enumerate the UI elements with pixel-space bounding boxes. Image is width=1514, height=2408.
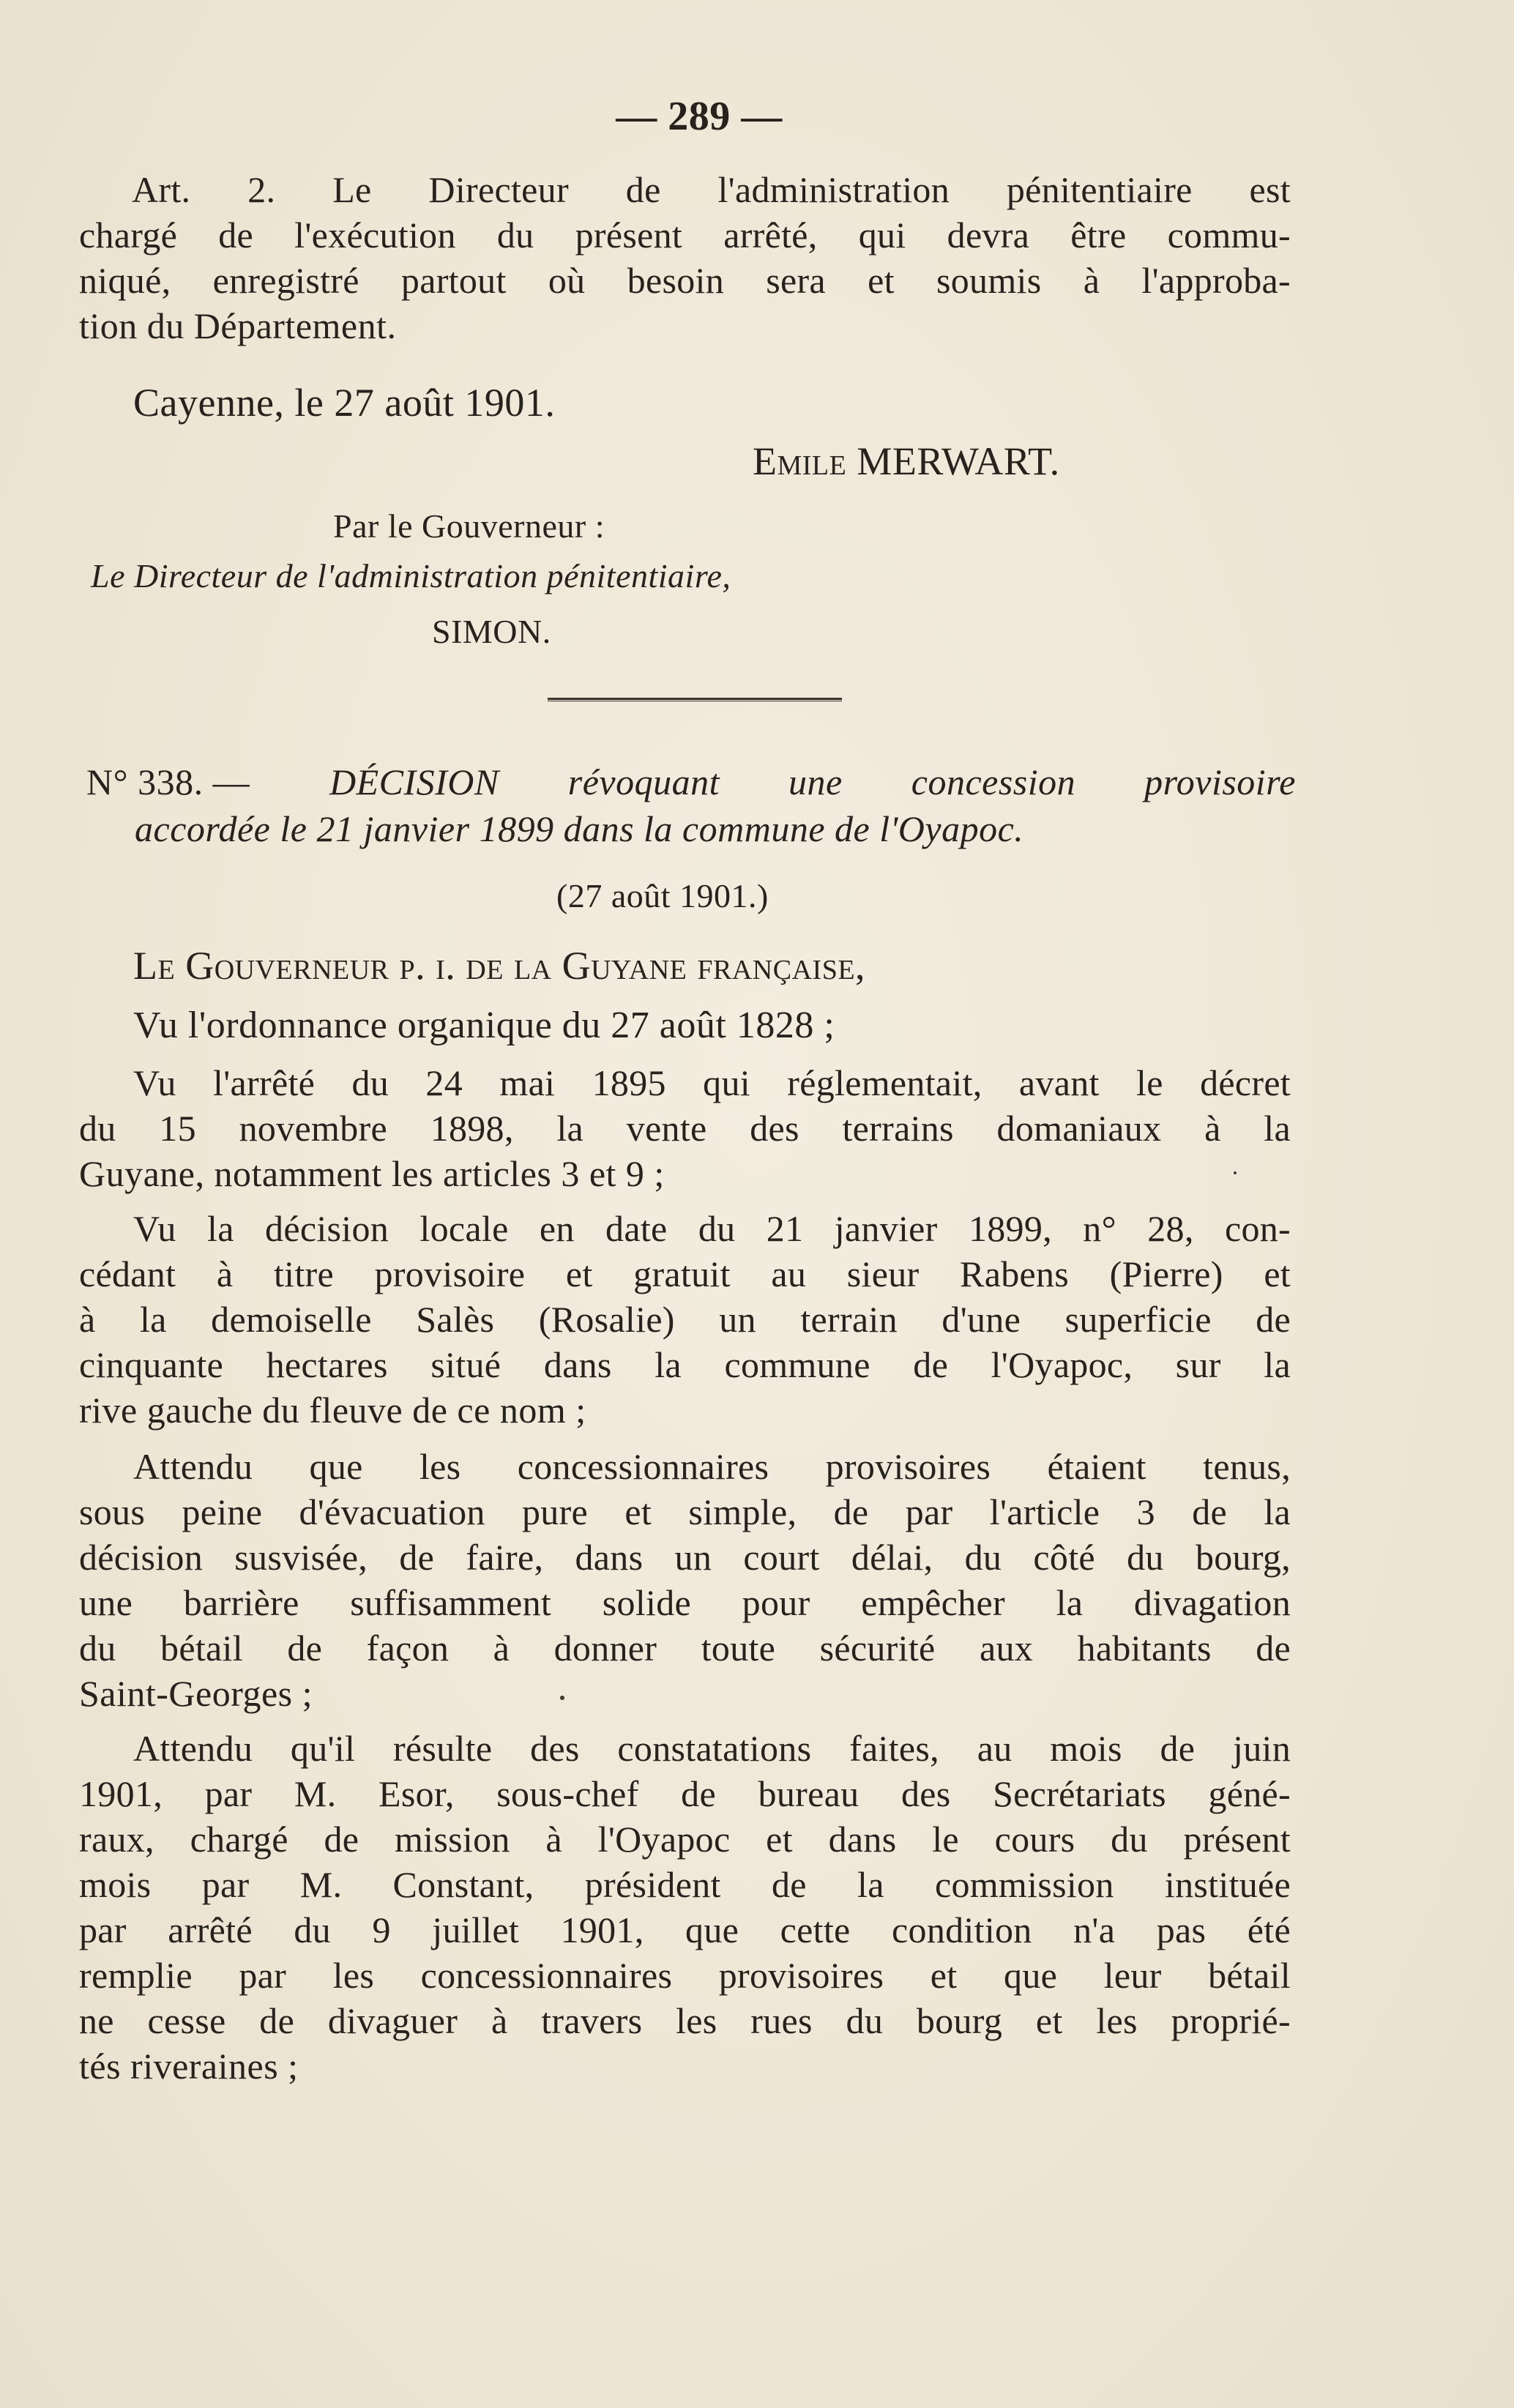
consideration-1-line-1: Vu l'ordonnance organique du 27 août 1828 ;: [133, 1004, 835, 1046]
decision-date: (27 août 1901.): [556, 877, 769, 914]
director-title: Le Directeur de l'administration pénitentiaire,: [91, 557, 731, 594]
consideration-5-line-7: ne cesse de divaguer à travers les rues du bourg et les proprié-: [79, 2000, 1291, 2041]
consideration-5-line-2: 1901, par M. Esor, sous-chef de bureau des Secrétariats géné-: [79, 1773, 1291, 1814]
article-2-line-2: chargé de l'exécution du présent arrêté, qui devra être commu-: [79, 215, 1291, 256]
article-2-line-1: Art. 2. Le Directeur de l'administration pénitentiaire est: [132, 169, 1291, 210]
place-date: Cayenne, le 27 août 1901.: [133, 381, 556, 425]
consideration-3-line-5: rive gauche du fleuve de ce nom ;: [79, 1390, 586, 1431]
consideration-4-line-4: une barrière suffisamment solide pour empêcher la divagation: [79, 1582, 1291, 1623]
consideration-5-line-3: raux, chargé de mission à l'Oyapoc et dans le cours du présent: [79, 1819, 1291, 1860]
consideration-3-line-1: Vu la décision locale en date du 21 janvier 1899, n° 28, con-: [133, 1208, 1291, 1249]
page-number: — 289 —: [616, 94, 783, 139]
consideration-2-line-1: Vu l'arrêté du 24 mai 1895 qui réglementait, avant le décret: [133, 1062, 1291, 1103]
consideration-2-line-2: du 15 novembre 1898, la vente des terrains domaniaux à la: [79, 1108, 1291, 1149]
by-governor: Par le Gouverneur :: [333, 507, 605, 545]
consideration-4-line-5: du bétail de façon à donner toute sécurité aux habitants de: [79, 1628, 1291, 1669]
consideration-5-line-4: mois par M. Constant, président de la commission instituée: [79, 1864, 1291, 1905]
decision-title-line-1: DÉCISION révoquant une concession provisoire: [329, 761, 1296, 802]
paper-speck: [560, 1696, 564, 1700]
consideration-2-line-3: Guyane, notamment les articles 3 et 9 ;: [79, 1153, 665, 1194]
decision-title-line-2: accordée le 21 janvier 1899 dans la commune de l'Oyapoc.: [135, 808, 1024, 849]
consideration-3-line-2: cédant à titre provisoire et gratuit au sieur Rabens (Pierre) et: [79, 1253, 1291, 1294]
consideration-4-line-6: Saint-Georges ;: [79, 1673, 313, 1714]
decision-number: N° 338. —: [86, 761, 250, 802]
consideration-5-line-1: Attendu qu'il résulte des constatations faites, au mois de juin: [133, 1728, 1291, 1769]
governor-intro: Le Gouverneur p. i. de la Guyane française,: [133, 944, 866, 988]
consideration-5-line-8: tés riveraines ;: [79, 2046, 299, 2087]
signature-merwart: Emile MERWART.: [753, 439, 1060, 483]
article-2-line-4: tion du Département.: [79, 305, 397, 346]
consideration-5-line-6: remplie par les concessionnaires provisoires et que leur bétail: [79, 1955, 1291, 1996]
director-name: SIMON.: [432, 613, 551, 650]
consideration-4-line-2: sous peine d'évacuation pure et simple, de par l'article 3 de la: [79, 1491, 1291, 1532]
section-divider: [548, 698, 842, 701]
article-2-line-3: niqué, enregistré partout où besoin sera et soumis à l'approba-: [79, 260, 1291, 301]
consideration-3-line-3: à la demoiselle Salès (Rosalie) un terrain d'une superficie de: [79, 1299, 1291, 1340]
consideration-4-line-1: Attendu que les concessionnaires provisoires étaient tenus,: [133, 1446, 1291, 1487]
paper-speck: [1234, 1171, 1237, 1174]
consideration-5-line-5: par arrêté du 9 juillet 1901, que cette condition n'a pas été: [79, 1909, 1291, 1950]
consideration-3-line-4: cinquante hectares situé dans la commune de l'Oyapoc, sur la: [79, 1344, 1291, 1385]
consideration-4-line-3: décision susvisée, de faire, dans un court délai, du côté du bourg,: [79, 1537, 1291, 1578]
